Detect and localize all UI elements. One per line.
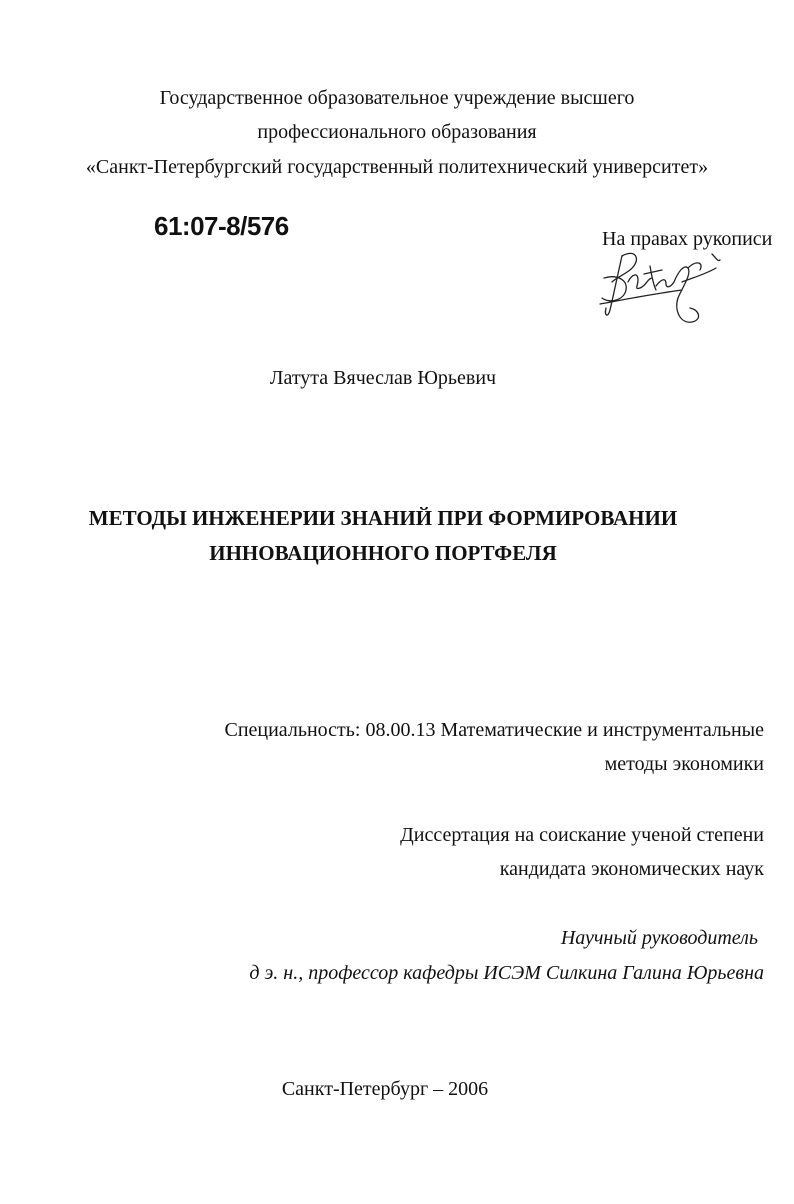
degree-line-1: Диссертация на соискание ученой степени [400, 824, 764, 846]
supervisor-label: Научный руководитель [560, 927, 758, 949]
degree-line-2: кандидата экономических наук [499, 858, 764, 880]
author-name: Латута Вячеслав Юрьевич [269, 367, 497, 389]
institution-line-3: «Санкт-Петербургский государственный политехнический университет» [85, 156, 709, 178]
supervisor-name: д э. н., профессор кафедры ИСЭМ Силкина Галина Юрьевна [249, 962, 764, 984]
institution-line-1: Государственное образовательное учреждение высшего [159, 87, 635, 109]
thesis-title-line-1: МЕТОДЫ ИНЖЕНЕРИИ ЗНАНИЙ ПРИ ФОРМИРОВАНИИ [88, 506, 678, 530]
manuscript-note: На правах рукописи [602, 228, 773, 250]
institution-line-2: профессионального образования [257, 121, 537, 143]
specialty-line-2: методы экономики [604, 753, 764, 775]
handwritten-signature [592, 238, 732, 328]
archive-stamp: 61:07-8/576 [154, 211, 289, 241]
city-year: Санкт-Петербург – 2006 [281, 1078, 489, 1100]
thesis-title-line-2: ИННОВАЦИОННОГО ПОРТФЕЛЯ [209, 541, 557, 565]
specialty-line-1: Специальность: 08.00.13 Математические и инструментальные [224, 719, 764, 741]
